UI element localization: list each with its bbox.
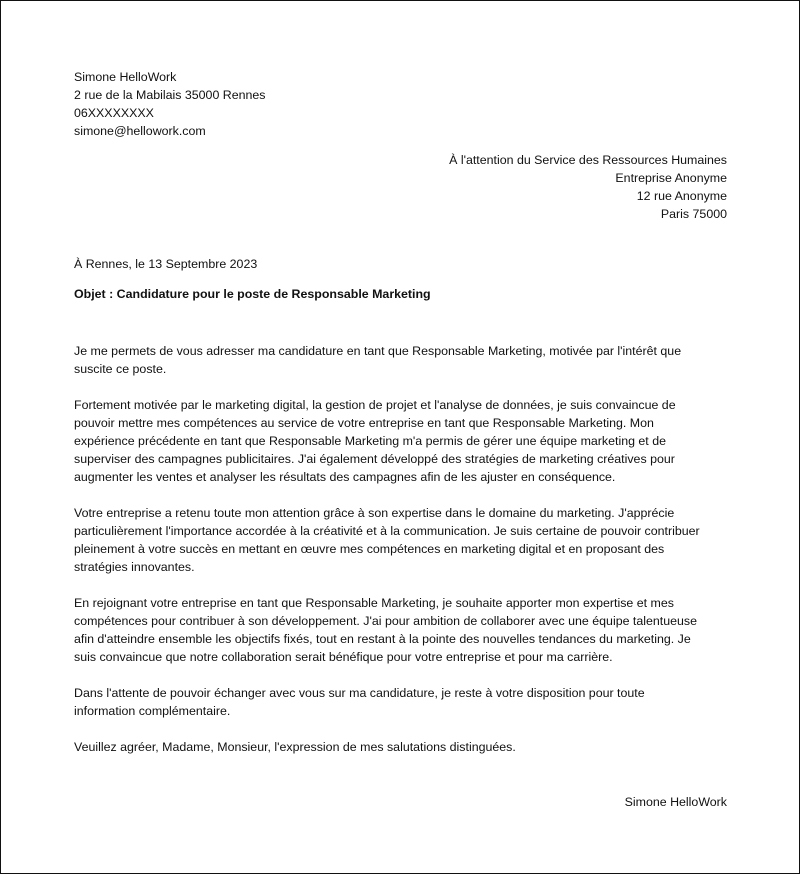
body-line: Fortement motivée par le marketing digital, la gestion de projet et l'analyse de données, je suis convaincue de: [74, 398, 676, 412]
body-line: Dans l'attente de pouvoir échanger avec vous sur ma candidature, je reste à votre disposition pour toute: [74, 686, 645, 700]
recipient-block: [449, 151, 727, 223]
body-line: En rejoignant votre entreprise en tant que Responsable Marketing, je souhaite apporter mon expertise et mes: [74, 596, 674, 610]
paragraph-ambition: [74, 594, 734, 666]
body-line: Veuillez agréer, Madame, Monsieur, l'expression de mes salutations distinguées.: [74, 740, 516, 754]
body-line: afin d'atteindre ensemble les objectifs fixés, tout en restant à la pointe des nouvelles tendances du marketing. Je: [74, 632, 691, 646]
sender-address: 2 rue de la Mabilais 35000 Rennes: [74, 88, 266, 102]
body-line: Votre entreprise a retenu toute mon attention grâce à son expertise dans le domaine du marketing. J'apprécie: [74, 506, 675, 520]
body-line: expérience précédente en tant que Responsable Marketing m'a permis de gérer une équipe marketing et de: [74, 434, 666, 448]
letter-body: [74, 342, 734, 774]
signature: Simone HelloWork: [624, 795, 727, 809]
body-line: augmenter les ventes et analyser les résultats des campagnes afin de les ajuster en conséquence.: [74, 470, 616, 484]
body-line: superviser des campagnes publicitaires. J'ai également développé des stratégies de marketing créatives pour: [74, 452, 675, 466]
sender-email: simone@hellowork.com: [74, 124, 206, 138]
body-line: suis convaincue que notre collaboration serait bénéfique pour votre entreprise et pour ma carrière.: [74, 650, 613, 664]
body-line: Je me permets de vous adresser ma candidature en tant que Responsable Marketing, motivée par l'intérêt que: [74, 344, 682, 358]
body-line: pleinement à votre succès en mettant en œuvre mes compétences en marketing digital et en proposant des: [74, 542, 665, 556]
letter-date: À Rennes, le 13 Septembre 2023: [74, 257, 258, 271]
recipient-street: 12 rue Anonyme: [636, 189, 727, 203]
recipient-city: Paris 75000: [660, 207, 727, 221]
body-line: particulièrement l'importance accordée à la créativité et à la communication. Je suis certaine de pouvoir contribuer: [74, 524, 700, 538]
body-line: stratégies innovantes.: [74, 560, 195, 574]
recipient-attention: À l'attention du Service des Ressources Humaines: [449, 153, 727, 167]
sender-block: [74, 68, 266, 140]
body-line: suscite ce poste.: [74, 362, 167, 376]
letter-subject: Objet : Candidature pour le poste de Responsable Marketing: [74, 287, 431, 301]
recipient-company: Entreprise Anonyme: [615, 171, 727, 185]
sender-phone: 06XXXXXXXX: [74, 106, 154, 120]
paragraph-intro: [74, 342, 734, 378]
paragraph-experience: [74, 396, 734, 486]
body-line: information complémentaire.: [74, 704, 231, 718]
paragraph-closing: [74, 738, 734, 756]
body-line: compétences pour contribuer à son développement. J'ai pour ambition de collaborer avec une équipe talentueuse: [74, 614, 697, 628]
sender-name: Simone HelloWork: [74, 70, 177, 84]
paragraph-company: [74, 504, 734, 576]
paragraph-availability: [74, 684, 734, 720]
body-line: pouvoir mettre mes compétences au service de votre entreprise en tant que Responsable Marketing. Mon: [74, 416, 654, 430]
